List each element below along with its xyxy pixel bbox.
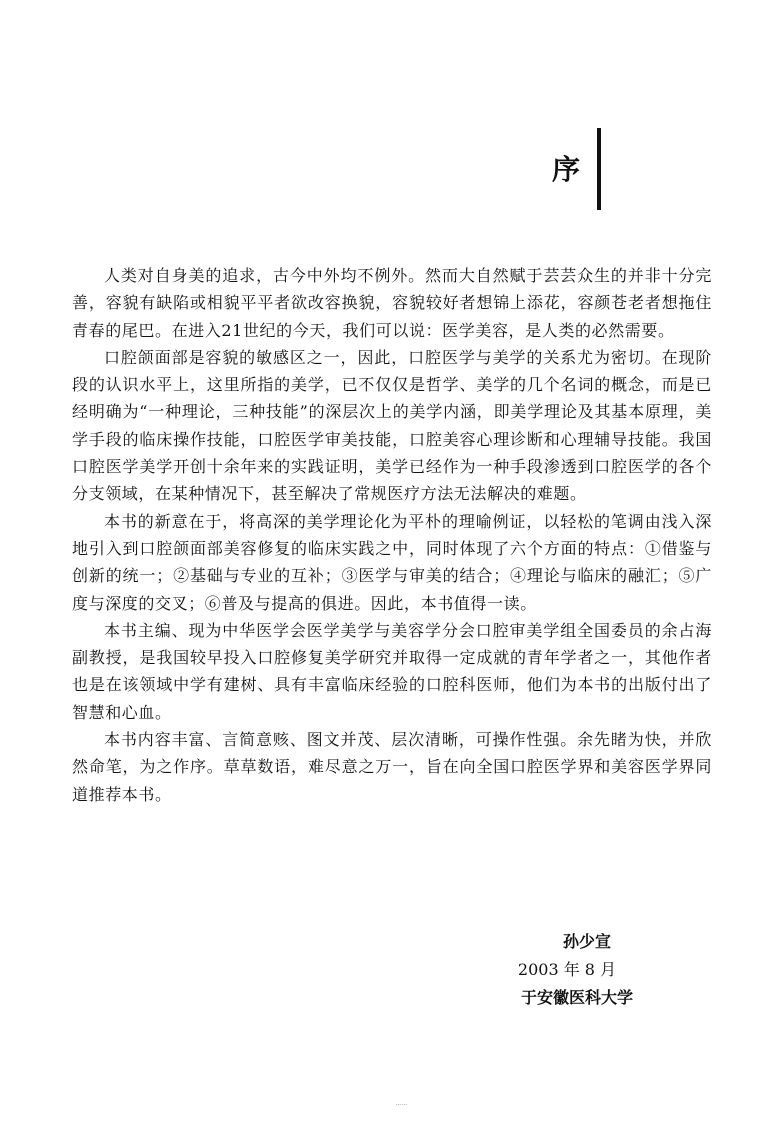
paragraph: 人类对自身美的追求，古今中外均不例外。然而大自然赋于芸芸众生的并非十分完善，容貌有缺陷或相貌平平者欲改容换貌，容貌较好者想锦上添花，容颜苍老者想拖住青春的尾巴。在进入21世纪的今天，我们可以说：医学美容，是人类的必然需要。 [72, 266, 712, 340]
signature-date: 2003 年 8 月 [517, 960, 617, 979]
footer-mark: …… [396, 1101, 408, 1107]
signature-place: 于安徽医科大学 [520, 988, 633, 1007]
paragraph: 本书主编、现为中华医学会医学美学与美容学分会口腔审美学组全国委员的余占海副教授，是我国较早投入口腔修复美学研究并取得一定成就的青年学者之一，其他作者也是在该领域中学有建树、具有丰富临床经验的口腔科医师，他们为本书的出版付出了智慧和心血。 [72, 620, 712, 722]
signature-block [447, 928, 667, 1012]
preface-heading: 序 [552, 153, 581, 186]
heading-vertical-rule [597, 128, 601, 210]
paragraph: 本书的新意在于，将高深的美学理论化为平朴的理喻例证，以轻松的笔调由浅入深地引入到口腔颌面部美容修复的临床实践之中，同时体现了六个方面的特点：①借鉴与创新的统一；②基础与专业的互补；③医学与审美的结合；④理论与临床的融汇；⑤广度与深度的交叉；⑥普及与提高的俱进。因此，本书值得一读。 [72, 511, 712, 613]
preface-body [72, 262, 712, 808]
paragraph: 口腔颌面部是容貌的敏感区之一，因此，口腔医学与美学的关系尤为密切。在现阶段的认识水平上，这里所指的美学，已不仅仅是哲学、美学的几个名词的概念，而是已经明确为“一种理论，三种技能”的深层次上的美学内涵，即美学理论及其基本原理，美学手段的临床操作技能，口腔医学审美技能，口腔美容心理诊断和心理辅导技能。我国口腔医学美学开创十余年来的实践证明，美学已经作为一种手段渗透到口腔医学的各个分支领域，在某种情况下，甚至解决了常规医疗方法无法解决的难题。 [72, 347, 712, 504]
paragraph: 本书内容丰富、言简意赅、图文并茂、层次清晰，可操作性强。余先睹为快，并欣然命笔，为之作序。草草数语，难尽意之万一，旨在向全国口腔医学界和美容医学界同道推荐本书。 [72, 730, 712, 804]
signature-author: 孙少宣 [562, 932, 611, 951]
